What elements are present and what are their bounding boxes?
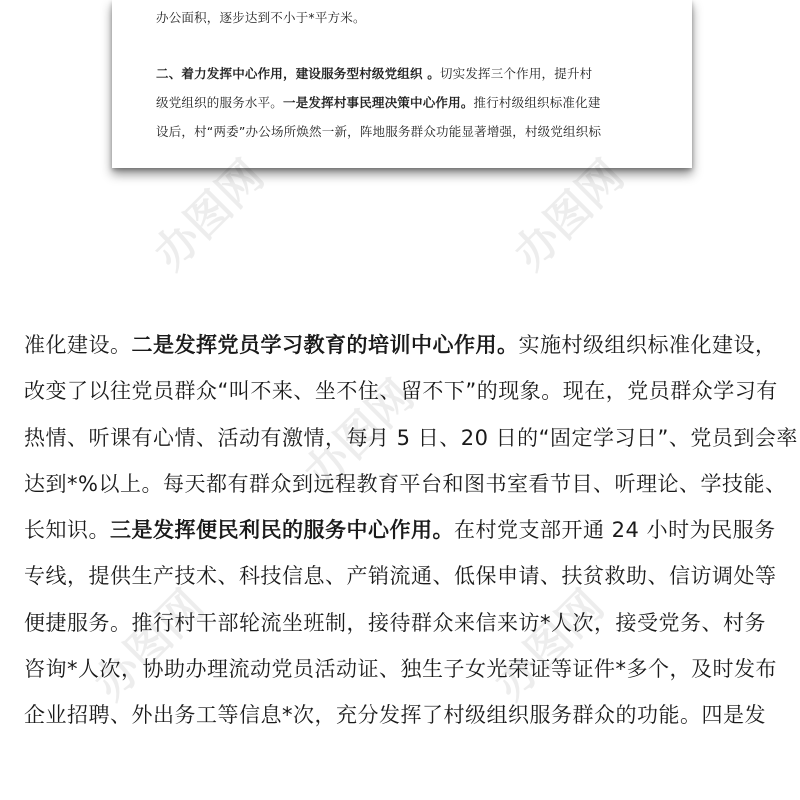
document-preview-card [112, 0, 692, 168]
body-line: 便捷服务。推行村干部轮流坐班制，接待群众来信来访*人次，接受党务、村务 [24, 610, 766, 635]
watermark: 办图网 [294, 370, 424, 500]
card-heading: 二、着力发挥中心作用，建设服务型村级党组织 。 [156, 66, 440, 81]
body-line: 达到*%以上。每天都有群众到远程教育平台和图书室看节目、听理论、学技能、 [24, 471, 787, 496]
body-bold-text: 三是发挥便民利民的服务中心作用。 [110, 518, 454, 543]
document-body [24, 322, 798, 739]
body-line: 咨询*人次，协助办理流动党员活动证、独生子女光荣证等证件*多个，及时发布 [24, 657, 777, 682]
card-text: 办公面积，逐步达到不小于*平方米。 [156, 10, 366, 25]
card-text: 设后，村“两委”办公场所焕然一新，阵地服务群众功能显著增强，村级党组织标 [156, 124, 602, 139]
watermark: 办图网 [484, 580, 614, 710]
watermark: 办图网 [144, 150, 274, 280]
body-line [24, 507, 784, 553]
watermark: 办图网 [504, 150, 634, 280]
card-bold-text: 一是发挥村事民理决策中心作用。 [283, 95, 474, 110]
body-text: 在村党支部开通 24 小时为民服务 [454, 518, 776, 543]
body-bold-text: 二是发挥党员学习教育的培训中心作用。 [131, 333, 519, 357]
body-line: 企业招聘、外出务工等信息*次，充分发挥了村级组织服务群众的功能。四是发 [24, 703, 766, 728]
body-line: 专线，提供生产技术、科技信息、产销流通、低保申请、扶贫救助、信访调处等 [24, 564, 777, 589]
body-line [24, 322, 784, 368]
body-text: 长知识。 [24, 518, 110, 543]
card-text: 级党组织的服务水平。 [156, 95, 284, 110]
card-text: 推行村级组织标准化建 [473, 95, 601, 110]
card-paragraph-2 [156, 59, 656, 146]
card-text: 切实发挥三个作用，提升村 [439, 66, 593, 81]
body-line: 热情、听课有心情、活动有激情，每月 5 日、20 日的“固定学习日”、党员到会率 [24, 425, 798, 450]
body-text: 实施村级组织标准化建设， [518, 333, 777, 357]
body-text: 准化建设。 [24, 333, 132, 357]
body-line: 改变了以往党员群众“叫不来、坐不住、留不下”的现象。现在，党员群众学习有 [24, 379, 778, 404]
watermark: 办图网 [84, 580, 214, 710]
card-paragraph-1 [156, 3, 656, 32]
